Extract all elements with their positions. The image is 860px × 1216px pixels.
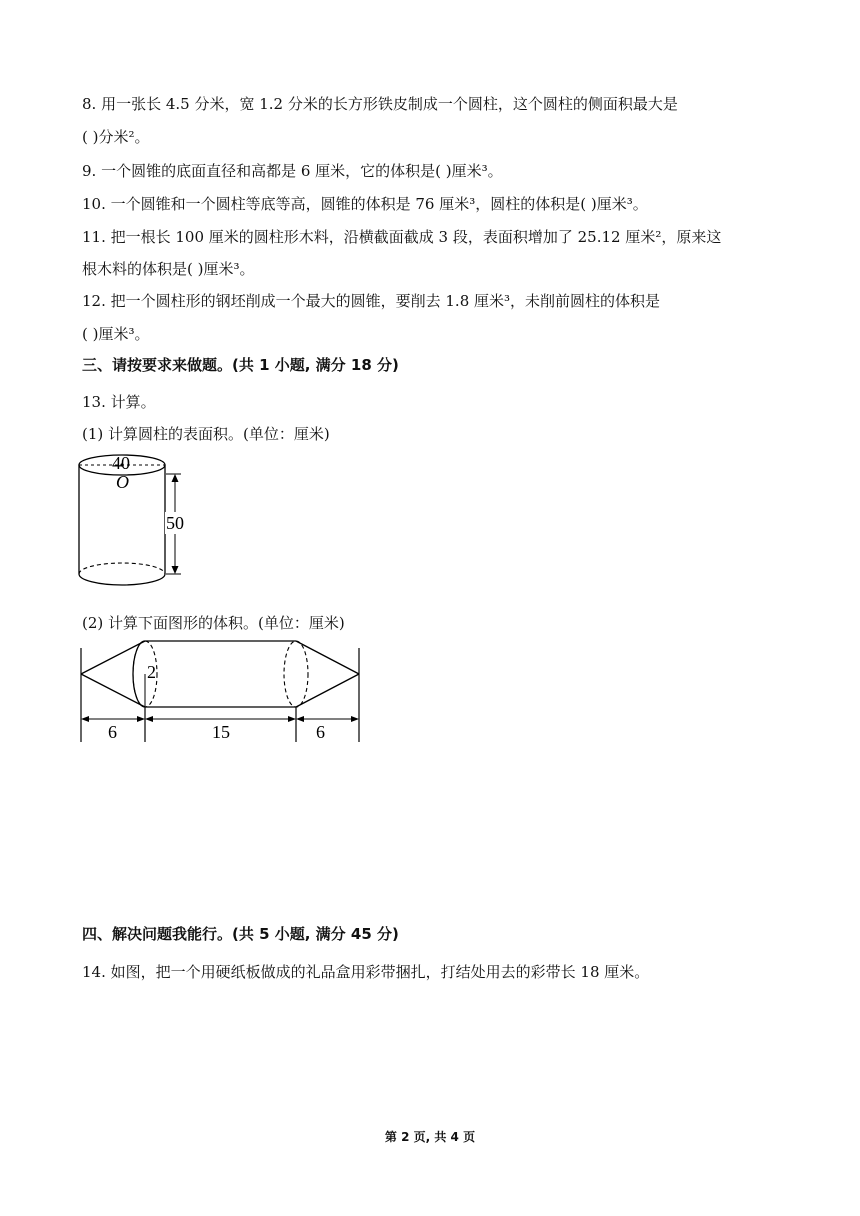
page-footer: 第 2 页, 共 4 页 [384, 1130, 476, 1144]
question-11-line-1: 11. 把一根长 100 厘米的圆柱形木料，沿横截面截成 3 段，表面积增加了 25.12 厘米²，原来这 [82, 228, 722, 246]
left-length-label: 6 [108, 722, 117, 742]
cylinder-figure [78, 450, 198, 595]
question-10: 10. 一个圆锥和一个圆柱等底等高，圆锥的体积是 76 厘米³，圆柱的体积是( )厘米³。 [82, 195, 648, 213]
question-14: 14. 如图，把一个用硬纸板做成的礼品盒用彩带捆扎，打结处用去的彩带长 18 厘米。 [82, 963, 650, 981]
section-3-heading: 三、请按要求来做题。(共 1 小题, 满分 18 分) [82, 356, 399, 374]
question-13: 13. 计算。 [82, 393, 156, 411]
diameter-label: 40 [112, 453, 130, 473]
height-label: 50 [166, 513, 184, 533]
question-8-line-1: 8. 用一张长 4.5 分米，宽 1.2 分米的长方形铁皮制成一个圆柱，这个圆柱的侧面积最大是 [82, 95, 678, 113]
right-length-label: 6 [316, 722, 325, 742]
center-label: O [116, 472, 129, 492]
question-12-line-2: ( )厘米³。 [82, 325, 150, 343]
radius-label: 2 [147, 662, 156, 682]
question-8-line-2: ( )分米²。 [82, 128, 150, 146]
question-13-sub-2: (2) 计算下面图形的体积。(单位：厘米) [82, 614, 345, 632]
question-12-line-1: 12. 把一个圆柱形的钢坯削成一个最大的圆锥，要削去 1.8 厘米³，未削前圆柱的体积是 [82, 292, 661, 310]
question-13-sub-1: (1) 计算圆柱的表面积。(单位：厘米) [82, 425, 330, 443]
cone-cylinder-figure [78, 640, 368, 745]
question-11-line-2: 根木料的体积是( )厘米³。 [82, 260, 255, 278]
middle-length-label: 15 [212, 722, 230, 742]
section-4-heading: 四、解决问题我能行。(共 5 小题, 满分 45 分) [82, 925, 399, 943]
question-9: 9. 一个圆锥的底面直径和高都是 6 厘米，它的体积是( )厘米³。 [82, 162, 503, 180]
